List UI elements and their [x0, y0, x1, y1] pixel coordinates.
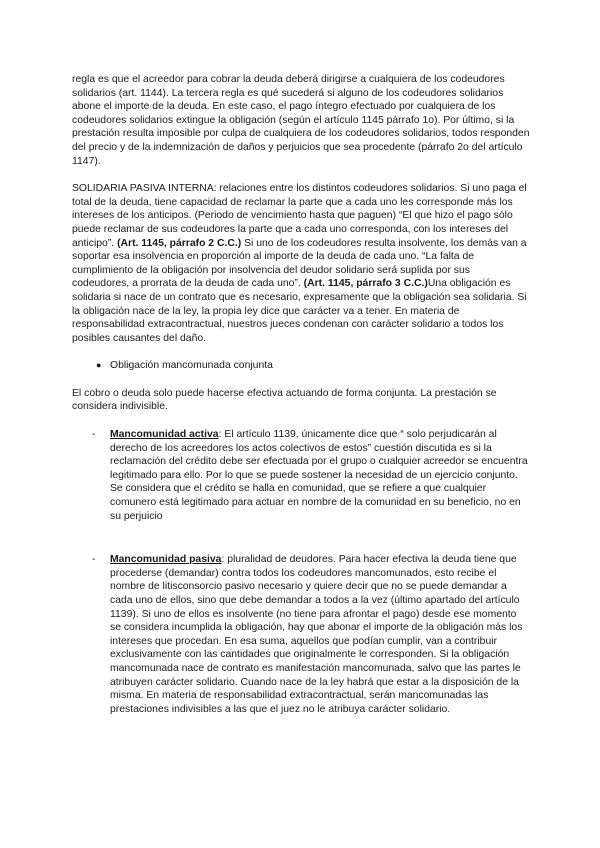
paragraph-text: Si uno de los codeudores resulta insolvente, los demás van a soportar esa insolvencia en proporción al importe de la deuda de cada uno. “La falta de cumplimiento de la obligación por insolvencia del deudor solidario será suplida por sus codeudores, a prorrata de la deuda de cada uno”.: [72, 237, 527, 290]
list-item-mancomunidad-activa: [92, 428, 530, 523]
dash-marker: -: [92, 429, 96, 441]
paragraph-text: SOLIDARIA PASIVA INTERNA: relaciones entre los distintos codeudores solidarios. Si uno paga el total de la deuda, tiene capacidad de reclamar la parte que a cada uno les corresponde más los intereses de los anticipos. (Periodo de vencimiento hasta que paguen) “El que hizo el pago sólo puede reclamar de sus codeudores la parte que a cada uno corresponda, con los intereses del anticipo”.: [72, 183, 527, 249]
spacer: [72, 523, 530, 553]
article-citation: (Art. 1145, párrafo 2 C.C.): [117, 237, 242, 249]
list-item-body: : pluralidad de deudores. Para hacer efectiva la deuda tiene que procederse (demandar) contra todos los codeudores mancomunados, esto recibe el nombre de litisconsorcio pasivo necesario y quiere decir que no se puede demandar a cada uno de ellos, sino que debe demandar a todos a la vez (último apartado del artículo 1139). Si uno de ellos es insolvente (no tiene para afrontar el pago) desde ese momento se considera incumplida la obligación, hay que abonar el importe de la obligación más los intereses que procedan. En esa suma, aquellos que podían cumplir, van a contribuir exclusivamente con las cantidades que originalmente le corresponden. Si la obligación mancomunada nace de contrato es manifestación mancomunada, salvo que las partes le atribuyen carácter solidario. Cuando nace de la ley habrá que estar a la disposición de la misma. En materia de responsabilidad extracontractual, serán mancomunadas las prestaciones indivisibles a las que el juez no le atribuya carácter solidario.: [110, 554, 523, 715]
paragraph-text: Una obligación es solidaria si nace de un contrato que es necesario, expresamente que la obligación sea solidaria. Si la obligación nace de la ley, la propia ley dice que carácter va a tener. En materia de responsabilidad extracontractual, nuestros jueces condenan con carácter solidario a todos los posibles causantes del daño.: [72, 278, 527, 344]
bullet-text: Obligación mancomunada conjunta: [110, 360, 273, 372]
article-citation: (Art. 1145, párrafo 3 C.C.): [303, 278, 428, 290]
list-item-body: : El artículo 1139, únicamente dice que “ solo perjudicarán al derecho de los acreedores los actos colectivos de estos” cuestión discutida es si la reclamación del crédito debe ser efectuada por el grupo o cualquier acreedor se encuentra legitimado para ello. Por lo que se puede sostener la necesidad de un ejercicio conjunto. Se considera que el crédito se halla en comunidad, que se refiere a que cualquier comunero está legitimado para actuar en nombre de la comunidad en su beneficio, no en su perjuicio: [110, 429, 528, 522]
bullet-dot-icon: ●: [96, 360, 102, 371]
list-item-text: [110, 553, 530, 716]
list-item-text: [110, 428, 530, 523]
dash-marker: -: [92, 554, 96, 566]
list-item-title: Mancomunidad pasiva: [110, 554, 222, 566]
list-item-title: Mancomunidad activa: [110, 429, 219, 441]
paragraph-mancomunada: El cobro o deuda solo puede hacerse efectiva actuando de forma conjunta. La prestación se considera indivisible.: [72, 387, 497, 413]
list-item-mancomunidad-pasiva: [92, 553, 530, 716]
paragraph-solidaria-pasiva-interna: [72, 182, 530, 345]
paragraph-solidaridad-reglas: regla es que el acreedor para cobrar la deuda deberá dirigirse a cualquiera de los codeudores solidarios (art. 1144). La tercera regla es qué sucederá si alguno de los codeudores solidarios abone el importe de la deuda. En este caso, el pago íntegro efectuado por cualquiera de los codeudores solidarios extingue la obligación (según el artículo 1145 párrafo 1o). Por último, si la prestación resulta imposible por culpa de cualquiera de los codeudores solidarios, todos responden del precio y de la indemnización de daños y perjuicios que sea procedente (párrafo 2o del artículo 1147).: [72, 74, 530, 167]
bullet-item: [96, 359, 530, 373]
